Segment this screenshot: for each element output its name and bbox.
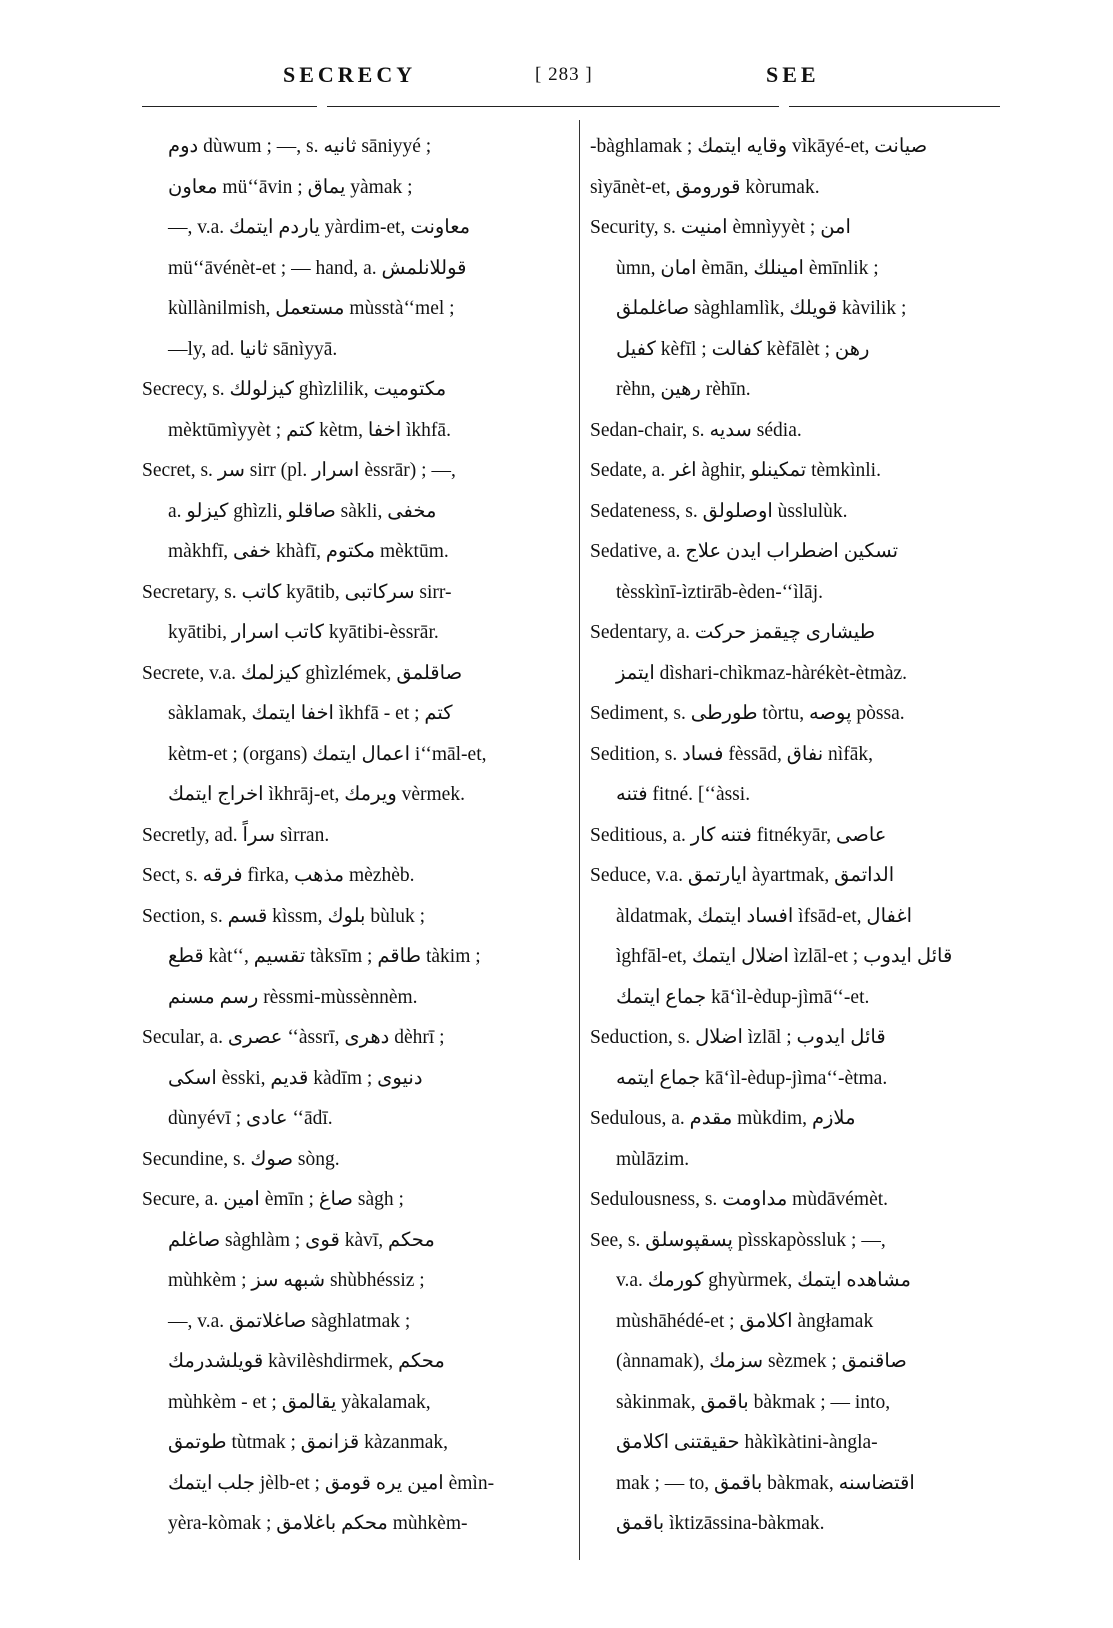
entry-line: kètm-et ; (organs) اعمال ایتمك i‘‘māl-et, (168, 743, 487, 765)
entry-line: See, s. پسقپوسلق pìsskapòssluk ; —, (590, 1229, 886, 1251)
entry-line: Secrete, v.a. کیزلمك ghìzlémek, صاقلمق (142, 662, 463, 684)
entry-line: sàklamak, اخفا ایتمك ìkhfā - et ; کتم (168, 703, 453, 724)
entry-line: sàkinmak, باقمق bàkmak ; — into, (616, 1391, 891, 1413)
left-column (142, 127, 562, 1545)
entry-line: Secretary, s. کاتب kyātib, سرکاتبی sirr- (142, 581, 452, 603)
entry-line: -bàghlamak ; وقایه ایتمك vìkāyé-et, صیانت (590, 136, 928, 157)
entry-line: معاون mü‘‘āvin ; یماق yàmak ; (168, 176, 413, 198)
entry-line: dùnyévī ; عادی ‘‘ādī. (168, 1108, 333, 1129)
entry-line: mùhkèm ; شبهه سز shùbhéssiz ; (168, 1270, 425, 1291)
entry-line: ایتمز dìshari-chìkmaz-hàrékèt-ètmàz. (616, 662, 908, 684)
entry-line: màkhfī, خفی khàfī, مکتوم mèktūm. (168, 541, 449, 562)
entry-line: Secrecy, s. کیزلولك ghìzlilik, مکتومیت (142, 379, 447, 400)
header-rule-right (789, 106, 1000, 107)
entry-line: Sedentary, a. طیشاری چیقمز حرکت (590, 622, 876, 643)
header-rule-left (142, 106, 317, 107)
entry-line: —ly, ad. ثانیا sānìyyā. (168, 338, 338, 360)
entry-line: فتنه fitné. [‘‘àssi. (616, 784, 751, 805)
page-number: [ 283 ] (535, 64, 593, 85)
entry-line: Seduce, v.a. ایارتمق àyartmak, الداتمق (590, 865, 895, 886)
entry-line: صاغلم sàghlàm ; قوی kàvī, محکم (168, 1229, 435, 1251)
entry-line: Secretly, ad. سراً sìrran. (142, 824, 330, 846)
entry-line: صاغلملق sàghlamlìk, قویلك kàvilik ; (616, 298, 907, 319)
entry-line: Secundine, s. صوك sòng. (142, 1148, 340, 1170)
entry-line: mùshāhédé-et ; اکلامق àngłamak (616, 1310, 874, 1332)
entry-line: mü‘‘āvénèt-et ; — hand, a. قوللانلمش (168, 257, 467, 279)
entry-line: —, v.a. یاردم ایتمك yàrdim-et, معاونت (168, 217, 471, 238)
running-head-right: SEE (766, 62, 820, 87)
entry-line: ìghfāl-et, اضلال ایتمك ìzlāl-et ; قائل ایدوب (616, 946, 953, 967)
entry-line: rèhn, رهین rèhīn. (616, 379, 751, 400)
entry-line: اخراج ایتمك ìkhrāj-et, ویرمك vèrmek. (168, 784, 465, 805)
entry-line: Seduction, s. اضلال ìzlāl ; قائل ایدوب (590, 1027, 886, 1048)
entry-line: mèktūmìyyèt ; کتم kètm, اخفا ìkhfā. (168, 419, 451, 441)
entry-line: Sedulous, a. مقدم mùkdim, ملازم (590, 1108, 856, 1129)
entry-line: قویلشدرمك kàvilèshdirmek, محکم (168, 1351, 445, 1372)
entry-line: دوم dùwum ; —, s. ثانیه sāniyyé ; (168, 136, 432, 157)
entry-line: tèsskìnī-ìztirāb-èden-‘‘ìlāj. (616, 581, 824, 603)
entry-line: Sedulousness, s. مداومت mùdāvémèt. (590, 1189, 889, 1210)
entry-line: Secular, a. عصری ‘‘àssrī, دهری dèhrī ; (142, 1027, 445, 1048)
entry-line: Sect, s. فرقه fìrka, مذهب mèzhèb. (142, 865, 415, 886)
entry-line: کفیل kèfīl ; کفالت kèfālèt ; رهن (616, 338, 870, 360)
entry-line: جماع ایتمه kā‘ìl-èdup-jìma‘‘-ètma. (616, 1067, 888, 1089)
entry-line: mùlāzim. (616, 1148, 690, 1170)
entry-line: قطع kàt‘‘, تقسیم tàksīm ; طاقم tàkim ; (168, 946, 481, 967)
entry-line: جلب ایتمك jèlb-et ; امین یره قومق èmìn- (168, 1472, 495, 1494)
entry-line: Security, s. امنیت èmnìyyèt ; امن (590, 217, 851, 238)
entry-line: باقمق ìktizāssina-bàkmak. (616, 1513, 825, 1534)
running-head-left: SECRECY (283, 62, 417, 87)
entry-line: طوتمق tùtmak ; قزانمق kàzanmak, (168, 1432, 449, 1453)
entry-line: (ànnamak), سزمك sèzmek ; صاقنمق (616, 1351, 907, 1372)
entry-line: kùllànilmish, مستعمل mùsstà‘‘mel ; (168, 298, 455, 319)
entry-line: Sediment, s. طورطی tòrtu, پوصه pòssa. (590, 703, 905, 724)
right-column (590, 127, 1010, 1545)
entry-line: Sedative, a. تسکین اضطراب ایدن علاج (590, 541, 899, 562)
entry-line: sìyānèt-et, قورومق kòrumak. (590, 176, 820, 198)
header-rule-center (327, 106, 779, 107)
entry-line: yèra-kòmak ; محکم باغلامق mùhkèm- (168, 1513, 468, 1534)
entry-line: رسم مسنم rèssmi-mùssènnèm. (168, 986, 418, 1008)
entry-line: Seditious, a. فتنه کار fitnékyār, عاصی (590, 824, 887, 846)
entry-line: حقیقتنی اکلامق hàkìkàtini-àngla- (616, 1432, 878, 1453)
entry-line: جماع ایتمك kā‘ìl-èdup-jìmā‘‘-et. (616, 986, 870, 1008)
entry-line: Secret, s. سر sirr (pl. اسرار èssrār) ; —, (142, 460, 456, 481)
entry-line: a. کیزلو ghìzli, صاقلو sàkli, مخفی (168, 500, 437, 522)
entry-line: kyātibi, کاتب اسرار kyātibi-èssrār. (168, 622, 439, 643)
entry-line: ùmn, امان èmān, امینلك èmīnlik ; (616, 257, 879, 279)
entry-line: —, v.a. صاغلاتمق sàghlatmak ; (168, 1310, 411, 1332)
entry-line: اسکی èsski, قدیم kàdīm ; دنیوی (168, 1067, 423, 1089)
column-divider (579, 120, 580, 1560)
entry-line: Sedateness, s. اوصلولق ùsslulùk. (590, 500, 848, 522)
entry-line: v.a. کورمك ghyùrmek, مشاهده ایتمك (616, 1270, 911, 1291)
entry-line: mùhkèm - et ; یقالمق yàkalamak, (168, 1391, 431, 1413)
entry-line: Sedan-chair, s. سدیه sédia. (590, 419, 802, 441)
entry-line: Secure, a. امین èmīn ; صاغ sàgh ; (142, 1189, 404, 1210)
entry-line: àldatmak, افساد ایتمك ìfsād-et, اغفال (616, 905, 912, 927)
entry-line: Section, s. قسم kìssm, بلوك bùluk ; (142, 905, 426, 927)
page-header (0, 62, 1113, 102)
entry-line: mak ; — to, باقمق bàkmak, اقتضاسنه (616, 1472, 915, 1494)
entry-line: Sedition, s. فساد fèssād, نفاق nìfāk, (590, 743, 873, 765)
entry-line: Sedate, a. اغر àghir, تمکینلو tèmkìnli. (590, 460, 881, 481)
